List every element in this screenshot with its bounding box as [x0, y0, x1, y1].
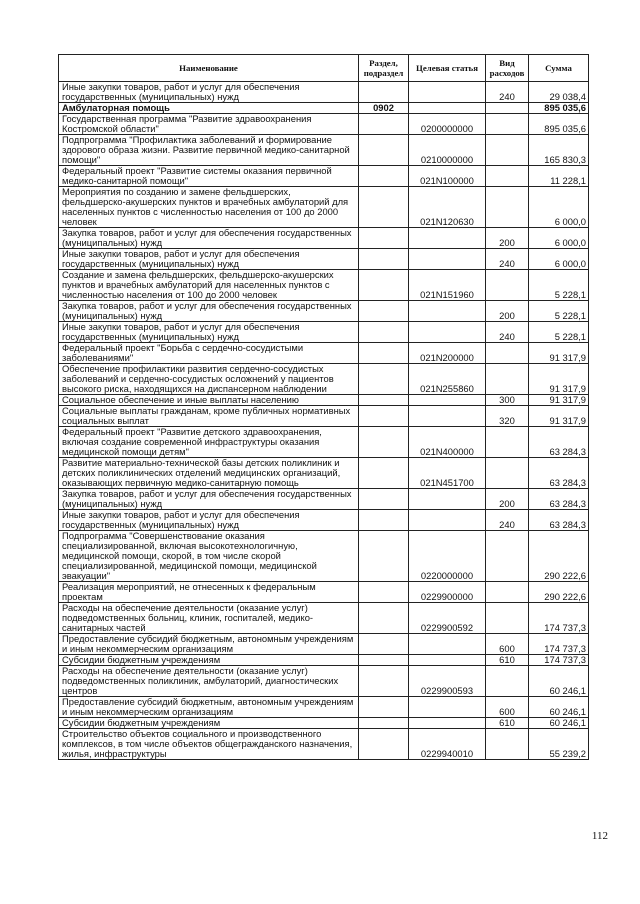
row-amount: 174 737,3	[529, 603, 589, 634]
row-type: 600	[486, 697, 529, 718]
row-amount: 60 246,1	[529, 697, 589, 718]
row-code	[409, 510, 486, 531]
row-name: Реализация мероприятий, не отнесенных к федеральным проектам	[59, 582, 359, 603]
row-section	[359, 343, 409, 364]
row-section	[359, 666, 409, 697]
table-row	[59, 166, 589, 187]
row-name: Федеральный проект "Развитие детского здравоохранения, включая создание современной инфраструктуры оказания медицинской помощи детям"	[59, 427, 359, 458]
row-amount: 174 737,3	[529, 655, 589, 666]
row-section	[359, 655, 409, 666]
row-code	[409, 697, 486, 718]
row-amount: 60 246,1	[529, 718, 589, 729]
row-section	[359, 187, 409, 228]
row-type: 320	[486, 406, 529, 427]
row-section	[359, 634, 409, 655]
row-name: Социальное обеспечение и иные выплаты населению	[59, 395, 359, 406]
row-code: 0220000000	[409, 531, 486, 582]
row-name: Предоставление субсидий бюджетным, автономным учреждениям и иным некоммерческим организациям	[59, 634, 359, 655]
table-row	[59, 666, 589, 697]
row-name: Мероприятия по созданию и замене фельдшерских, фельдшерско-акушерских пунктов и врачебных амбулаторий для населенных пунктов с численностью населения от 100 до 2000 человек	[59, 187, 359, 228]
header-code: Целевая статья	[409, 55, 486, 82]
table-row	[59, 406, 589, 427]
row-type: 240	[486, 510, 529, 531]
row-type	[486, 343, 529, 364]
row-section	[359, 301, 409, 322]
table-row	[59, 531, 589, 582]
row-code: 021N200000	[409, 343, 486, 364]
row-code: 0229940010	[409, 729, 486, 760]
table-row	[59, 322, 589, 343]
row-code: 0210000000	[409, 135, 486, 166]
row-type	[486, 103, 529, 114]
budget-table-page	[58, 54, 588, 760]
header-section: Раздел, подраздел	[359, 55, 409, 82]
row-section	[359, 582, 409, 603]
row-amount: 91 317,9	[529, 364, 589, 395]
row-type: 610	[486, 718, 529, 729]
row-name: Расходы на обеспечение деятельности (оказание услуг) подведомственных поликлиник, амбулаторий, диагностических центров	[59, 666, 359, 697]
table-row	[59, 135, 589, 166]
row-name: Иные закупки товаров, работ и услуг для обеспечения государственных (муниципальных) нужд	[59, 322, 359, 343]
row-code	[409, 395, 486, 406]
table-row	[59, 718, 589, 729]
table-row	[59, 364, 589, 395]
row-amount: 6 000,0	[529, 187, 589, 228]
row-section	[359, 697, 409, 718]
row-section	[359, 166, 409, 187]
row-section	[359, 729, 409, 760]
row-code: 0200000000	[409, 114, 486, 135]
row-type: 200	[486, 489, 529, 510]
row-type: 610	[486, 655, 529, 666]
row-code	[409, 634, 486, 655]
table-row	[59, 270, 589, 301]
row-code	[409, 103, 486, 114]
row-name: Закупка товаров, работ и услуг для обеспечения государственных (муниципальных) нужд	[59, 228, 359, 249]
row-amount: 895 035,6	[529, 103, 589, 114]
row-code: 021N255860	[409, 364, 486, 395]
table-header-row	[59, 55, 589, 82]
row-type	[486, 135, 529, 166]
row-name: Амбулаторная помощь	[59, 103, 359, 114]
table-row	[59, 103, 589, 114]
table-row	[59, 228, 589, 249]
row-section	[359, 458, 409, 489]
row-name: Государственная программа "Развитие здравоохранения Костромской области"	[59, 114, 359, 135]
table-row	[59, 82, 589, 103]
budget-table	[58, 54, 589, 760]
table-row	[59, 510, 589, 531]
row-code: 021N100000	[409, 166, 486, 187]
row-type: 240	[486, 82, 529, 103]
row-section	[359, 427, 409, 458]
row-amount: 63 284,3	[529, 489, 589, 510]
row-name: Субсидии бюджетным учреждениям	[59, 718, 359, 729]
row-amount: 5 228,1	[529, 301, 589, 322]
row-section	[359, 114, 409, 135]
table-row	[59, 603, 589, 634]
row-code: 0229900000	[409, 582, 486, 603]
row-section	[359, 82, 409, 103]
row-name: Строительство объектов социального и производственного комплексов, в том числе объектов общегражданского назначения, жилья, инфраструктуры	[59, 729, 359, 760]
row-amount: 91 317,9	[529, 406, 589, 427]
row-name: Закупка товаров, работ и услуг для обеспечения государственных (муниципальных) нужд	[59, 489, 359, 510]
row-code: 021N400000	[409, 427, 486, 458]
row-section	[359, 489, 409, 510]
row-section: 0902	[359, 103, 409, 114]
row-section	[359, 135, 409, 166]
row-section	[359, 364, 409, 395]
row-amount: 6 000,0	[529, 249, 589, 270]
row-code	[409, 322, 486, 343]
row-section	[359, 406, 409, 427]
row-amount: 55 239,2	[529, 729, 589, 760]
row-name: Расходы на обеспечение деятельности (оказание услуг) подведомственных больниц, клиник, госпиталей, медико-санитарных частей	[59, 603, 359, 634]
table-row	[59, 697, 589, 718]
table-row	[59, 582, 589, 603]
row-code: 0229900593	[409, 666, 486, 697]
table-row	[59, 729, 589, 760]
table-row	[59, 395, 589, 406]
row-amount: 60 246,1	[529, 666, 589, 697]
row-type: 200	[486, 228, 529, 249]
row-type	[486, 603, 529, 634]
row-name: Субсидии бюджетным учреждениям	[59, 655, 359, 666]
row-name: Федеральный проект "Развитие системы оказания первичной медико-санитарной помощи"	[59, 166, 359, 187]
row-type	[486, 531, 529, 582]
row-amount: 5 228,1	[529, 270, 589, 301]
table-row	[59, 249, 589, 270]
row-name: Предоставление субсидий бюджетным, автономным учреждениям и иным некоммерческим организациям	[59, 697, 359, 718]
row-code	[409, 301, 486, 322]
row-name: Создание и замена фельдшерских, фельдшерско-акушерских пунктов и врачебных амбулаторий для населенных пунктов с численностью населения от 100 до 2000 человек	[59, 270, 359, 301]
row-type	[486, 729, 529, 760]
row-section	[359, 603, 409, 634]
row-section	[359, 510, 409, 531]
row-type: 240	[486, 249, 529, 270]
row-amount: 5 228,1	[529, 322, 589, 343]
row-code: 021N120630	[409, 187, 486, 228]
table-row	[59, 655, 589, 666]
table-row	[59, 427, 589, 458]
row-code	[409, 406, 486, 427]
row-code: 0229900592	[409, 603, 486, 634]
row-section	[359, 228, 409, 249]
table-body	[59, 82, 589, 760]
row-code: 021N451700	[409, 458, 486, 489]
table-row	[59, 343, 589, 364]
row-type	[486, 666, 529, 697]
row-amount: 895 035,6	[529, 114, 589, 135]
row-amount: 91 317,9	[529, 343, 589, 364]
row-name: Федеральный проект "Борьба с сердечно-сосудистыми заболеваниями"	[59, 343, 359, 364]
row-type: 200	[486, 301, 529, 322]
row-amount: 63 284,3	[529, 458, 589, 489]
row-name: Подпрограмма "Профилактика заболеваний и формирование здорового образа жизни. Развитие первичной медико-санитарной помощи"	[59, 135, 359, 166]
row-code: 021N151960	[409, 270, 486, 301]
row-type: 240	[486, 322, 529, 343]
row-amount: 29 038,4	[529, 82, 589, 103]
row-type	[486, 166, 529, 187]
row-name: Иные закупки товаров, работ и услуг для обеспечения государственных (муниципальных) нужд	[59, 82, 359, 103]
row-code	[409, 82, 486, 103]
row-type	[486, 427, 529, 458]
table-row	[59, 301, 589, 322]
row-amount: 11 228,1	[529, 166, 589, 187]
row-section	[359, 531, 409, 582]
row-amount: 91 317,9	[529, 395, 589, 406]
row-code	[409, 489, 486, 510]
row-type	[486, 582, 529, 603]
header-type: Вид расходов	[486, 55, 529, 82]
row-type: 300	[486, 395, 529, 406]
row-name: Иные закупки товаров, работ и услуг для обеспечения государственных (муниципальных) нужд	[59, 510, 359, 531]
table-row	[59, 114, 589, 135]
row-code	[409, 655, 486, 666]
row-name: Закупка товаров, работ и услуг для обеспечения государственных (муниципальных) нужд	[59, 301, 359, 322]
row-amount: 290 222,6	[529, 582, 589, 603]
row-type	[486, 114, 529, 135]
row-type	[486, 270, 529, 301]
row-name: Обеспечение профилактики развития сердечно-сосудистых заболеваний и сердечно-сосудистых осложнений у пациентов высокого риска, находящихся на диспансерном наблюдении	[59, 364, 359, 395]
row-amount: 63 284,3	[529, 427, 589, 458]
row-section	[359, 718, 409, 729]
row-type	[486, 187, 529, 228]
header-amount: Сумма	[529, 55, 589, 82]
row-name: Развитие материально-технической базы детских поликлиник и детских поликлинических отделений медицинских организаций, оказывающих первичную медико-санитарную помощь	[59, 458, 359, 489]
row-amount: 290 222,6	[529, 531, 589, 582]
row-type	[486, 458, 529, 489]
row-section	[359, 395, 409, 406]
row-type: 600	[486, 634, 529, 655]
row-name: Социальные выплаты гражданам, кроме публичных нормативных социальных выплат	[59, 406, 359, 427]
row-amount: 165 830,3	[529, 135, 589, 166]
row-section	[359, 249, 409, 270]
header-name: Наименование	[59, 55, 359, 82]
row-code	[409, 228, 486, 249]
row-type	[486, 364, 529, 395]
row-name: Иные закупки товаров, работ и услуг для обеспечения государственных (муниципальных) нужд	[59, 249, 359, 270]
row-code	[409, 718, 486, 729]
row-code	[409, 249, 486, 270]
row-amount: 6 000,0	[529, 228, 589, 249]
row-amount: 174 737,3	[529, 634, 589, 655]
table-row	[59, 634, 589, 655]
table-row	[59, 187, 589, 228]
row-section	[359, 270, 409, 301]
table-row	[59, 489, 589, 510]
page-number: 112	[591, 830, 608, 842]
row-section	[359, 322, 409, 343]
table-row	[59, 458, 589, 489]
row-amount: 63 284,3	[529, 510, 589, 531]
row-name: Подпрограмма "Совершенствование оказания специализированной, включая высокотехнологичную, медицинской помощи, скорой, в том числе скорой специализированной, медицинской помощи, медицинской эвакуации"	[59, 531, 359, 582]
